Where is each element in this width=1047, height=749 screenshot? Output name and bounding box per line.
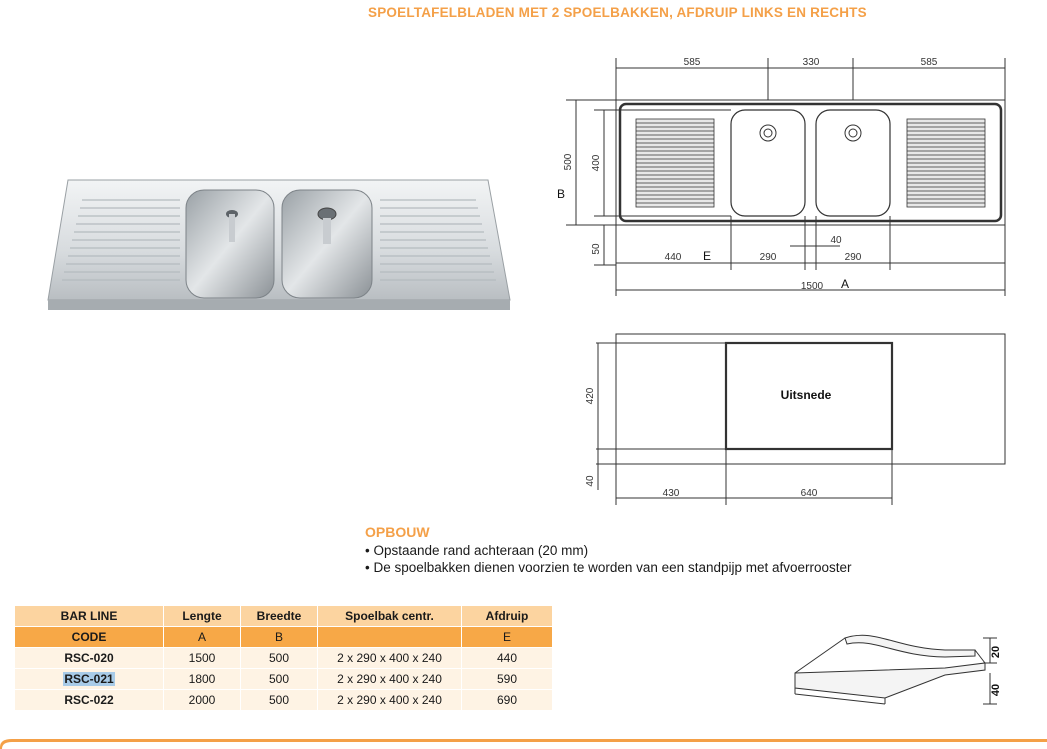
table-header-row: [15, 606, 553, 627]
table-cell: 500: [241, 648, 318, 669]
dim-left-inner: 400: [591, 154, 602, 172]
subheader-cell: [318, 627, 462, 648]
label-a: A: [840, 277, 850, 291]
table-cell: 440: [462, 648, 553, 669]
dim-top-middle: 330: [802, 57, 820, 68]
subheader-cell: CODE: [15, 627, 164, 648]
detail-dim-top: 20: [990, 645, 1002, 659]
table-cell: 1500: [164, 648, 241, 669]
table-cell: 2 x 290 x 400 x 240: [318, 669, 462, 690]
dim-bottom-left: 440: [664, 252, 682, 263]
page-title: SPOELTAFELBLADEN MET 2 SPOELBAKKEN, AFDRUIP LINKS EN RECHTS: [368, 5, 867, 20]
header-cell: Breedte: [241, 606, 318, 627]
table-subheader-row: [15, 627, 553, 648]
opbouw-title: OPBOUW: [365, 524, 430, 540]
table-cell: 2000: [164, 690, 241, 711]
header-cell: Afdruip: [462, 606, 553, 627]
dim-cutout-left: 430: [662, 488, 680, 499]
detail-dim-bottom: 40: [990, 683, 1002, 697]
table-cell: 590: [462, 669, 553, 690]
dim-bottom-right: 290: [844, 252, 862, 263]
dim-cutout-height: 420: [585, 387, 596, 405]
subheader-cell: E: [462, 627, 553, 648]
table-row: [15, 648, 553, 669]
dim-bottom-middle: 290: [759, 252, 777, 263]
dim-total: 1500: [800, 281, 824, 292]
code-cell: RSC-022: [15, 690, 164, 711]
table-cell: 1800: [164, 669, 241, 690]
dim-gap: 40: [830, 235, 842, 246]
dim-cutout-bottom: 40: [585, 475, 596, 487]
code-cell: RSC-020: [15, 648, 164, 669]
table-cell: 2 x 290 x 400 x 240: [318, 648, 462, 669]
spec-table: [14, 605, 553, 711]
table-cell: 500: [241, 669, 318, 690]
label-b: B: [556, 187, 566, 201]
dim-top-right: 585: [920, 57, 938, 68]
list-item: • Opstaande rand achteraan (20 mm): [365, 542, 852, 559]
subheader-cell: A: [164, 627, 241, 648]
opbouw-list: [365, 542, 852, 576]
highlighted-code: RSC-021: [64, 672, 114, 686]
bottom-decoration: [0, 727, 1047, 749]
subheader-cell: B: [241, 627, 318, 648]
dim-left-outer: 500: [563, 153, 574, 171]
code-cell: [15, 669, 164, 690]
label-e: E: [702, 249, 712, 263]
header-cell: BAR LINE: [15, 606, 164, 627]
header-cell: Lengte: [164, 606, 241, 627]
dim-top-left: 585: [683, 57, 701, 68]
table-cell: 500: [241, 690, 318, 711]
list-item: • De spoelbakken dienen voorzien te worden van een standpijp met afvoerrooster: [365, 559, 852, 576]
edge-detail-drawing: [785, 618, 1005, 708]
dim-left-bottom: 50: [591, 243, 602, 255]
table-row: [15, 669, 553, 690]
table-cell: 690: [462, 690, 553, 711]
cutout-label: Uitsnede: [780, 388, 832, 402]
header-cell: Spoelbak centr.: [318, 606, 462, 627]
table-cell: 2 x 290 x 400 x 240: [318, 690, 462, 711]
table-row: [15, 690, 553, 711]
dim-cutout-width: 640: [800, 488, 818, 499]
